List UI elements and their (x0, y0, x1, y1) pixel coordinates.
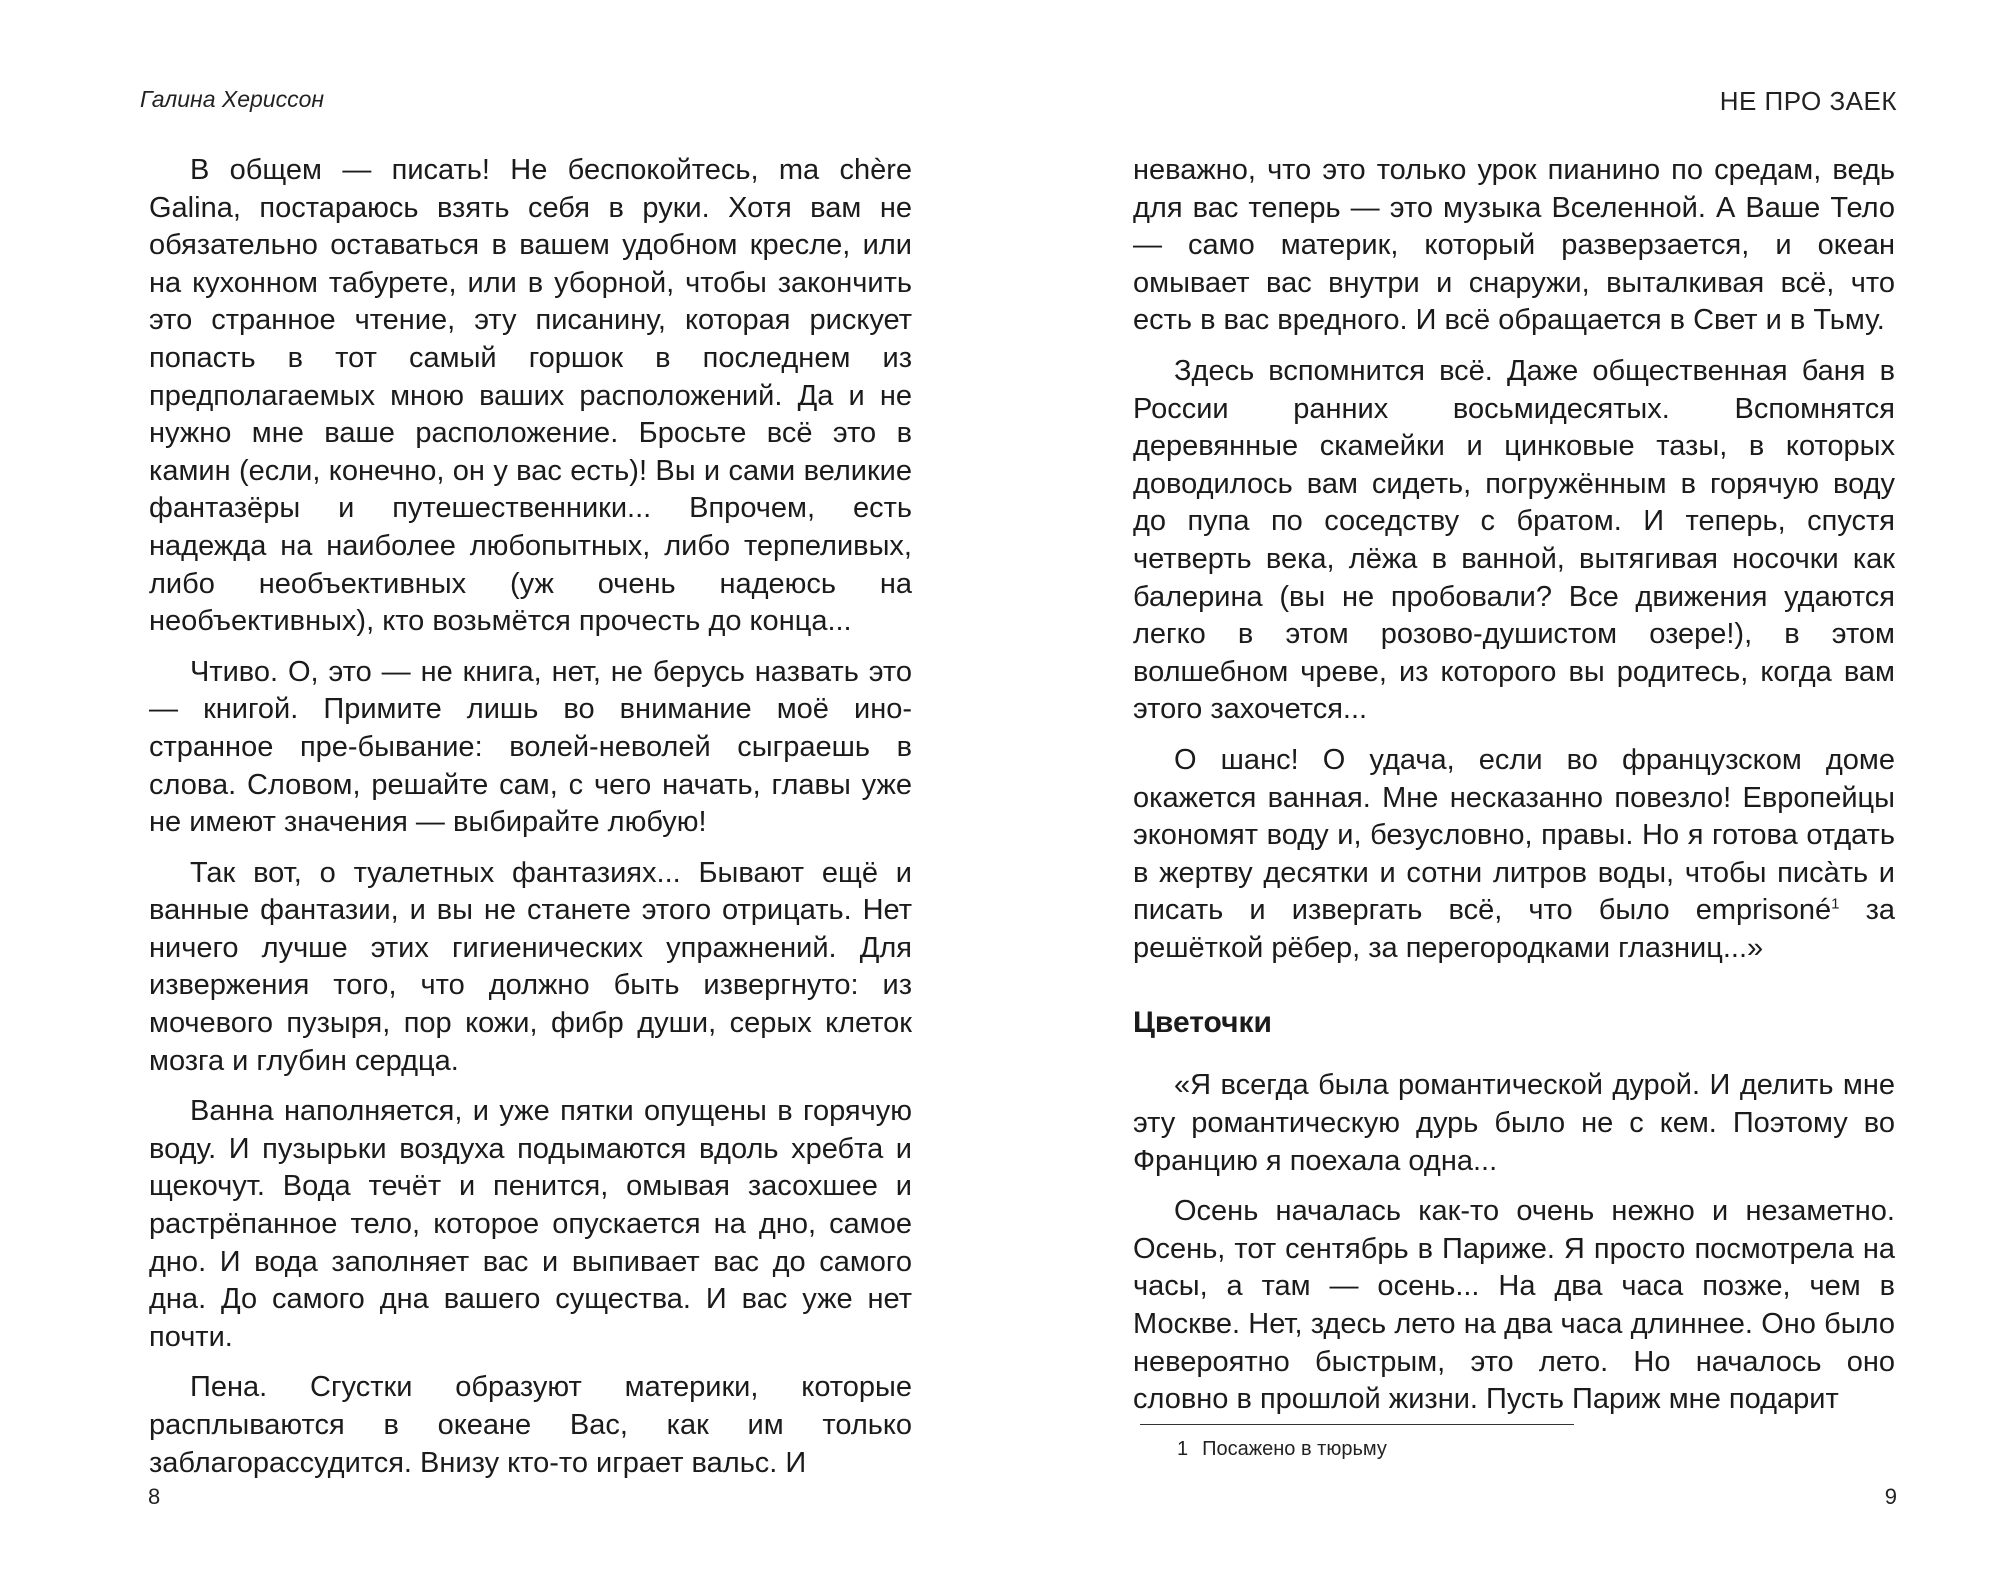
page-number: 9 (1884, 1484, 1897, 1509)
left-page-text (149, 152, 912, 1495)
paragraph: Чтиво. О, это — не книга, нет, не берусь назвать это — книгой. Примите лишь во внимание моё ино-странное пре-бывание: волей-неволей сыграешь в слова. Словом, решайте сам, с чего начать, главы уже не имеют значения — выбирайте любую! (149, 655, 912, 839)
section-heading: Цветочки (1133, 1006, 1272, 1040)
running-head-author: Галина Хериссон (140, 86, 325, 112)
footnote-number: 1 (1177, 1438, 1189, 1460)
footnote-divider (1140, 1424, 1574, 1425)
paragraph-text: О шанс! О удача, если во французском доме окажется ванная. Мне несказанно повезло! Европейцы экономят воду и, безусловно, правы. Но я готова отдать в жертву десятки и сотни литров воды, чтобы писа̀ть и писать и извергать всё, что было emprisoné (1133, 743, 1895, 927)
right-page-text (1133, 152, 1895, 1432)
paragraph: Пена. Сгустки образуют материки, которые расплываются в океане Вас, как им только заблагорассудится. Внизу кто-то играет вальс. И (149, 1371, 912, 1479)
paragraph: Так вот, о туалетных фантазиях... Бывают ещё и ванные фантазии, и вы не станете этого отрицать. Нет ничего лучше этих гигиенических упражнений. Для извержения того, что должно быть извергнуто: из мочевого пузыря, пор кожи, фибр души, серых клеток мозга и глубин сердца. (149, 856, 912, 1077)
footnote-reference: 1 (1831, 895, 1840, 913)
paragraph: Здесь вспомнится всё. Даже общественная баня в России ранних восьмидесятых. Вспомнятся деревянные скамейки и цинковые тазы, в которых доводилось вам сидеть, погружённым в горячую воду до пупа по соседству с братом. И теперь, спустя четверть века, лёжа в ванной, вытягивая носочки как балерина (вы не пробовали? Все движения удаются легко в этом розово-душистом озере!), в этом волшебном чреве, из которого вы родитесь, когда вам этого захочется... (1133, 354, 1895, 726)
continued-paragraph: неважно, что это только урок пианино по средам, ведь для вас теперь — это музыка Вселенной. А Ваше Тело — само материк, который разверзается, и океан омывает вас внутри и снаружи, выталкивая всё, что есть в вас вредного. И всё обращается в Свет и в Тьму. (1133, 154, 1895, 337)
paragraph: В общем — писать! Не беспокойтесь, ma chère Galina, постараюсь взять себя в руки. Хотя вам не обязательно оставаться в вашем удобном кресле, или на кухонном табурете, или в уборной, чтобы закончить это странное чтение, эту писанину, которая рискует попасть в тот самый горшок в последнем из предполагаемых мною ваших расположений. Да и не нужно мне ваше расположение. Бросьте всё это в камин (если, конечно, он у вас есть)! Вы и сами великие фантазёры и путешественники... Впрочем, есть надежда на наиболее любопытных, либо терпеливых, либо необъективных (уж очень надеюсь на необъективных), кто возьмётся прочесть до конца... (149, 154, 912, 638)
paragraph: Осень началась как-то очень нежно и незаметно. Осень, тот сентябрь в Париже. Я просто посмотрела на часы, а там — осень... На два часа позже, чем в Москве. Нет, здесь лето на два часа длиннее. Оно было невероятно быстрым, это лето. Но началось оно словно в прошлой жизни. Пусть Париж мне подарит (1133, 1195, 1895, 1416)
running-head-title: НЕ ПРО ЗАЕК (1719, 86, 1897, 116)
right-page (999, 0, 1998, 1572)
footnote (1177, 1438, 1387, 1461)
paragraph (1133, 742, 1895, 968)
paragraph-text: за решёткой рёбер, за перегородками глазниц...» (1133, 894, 1896, 964)
paragraph: Ванна наполняется, и уже пятки опущены в горячую воду. И пузырьки воздуха подымаются вдоль хребта и щекочут. Вода течёт и пенится, омывая засохшее и растрёпанное тело, которое опускается на дно, самое дно. И вода заполняет вас и выпивает вас до самого дна. До самого дна вашего существа. И вас уже нет почти. (149, 1095, 912, 1353)
page-number: 8 (148, 1484, 161, 1509)
paragraph: «Я всегда была романтической дурой. И делить мне эту романтическую дурь было не с кем. Поэтому во Францию я поехала одна... (1133, 1069, 1895, 1177)
footnote-text: Посажено в тюрьму (1202, 1438, 1387, 1460)
